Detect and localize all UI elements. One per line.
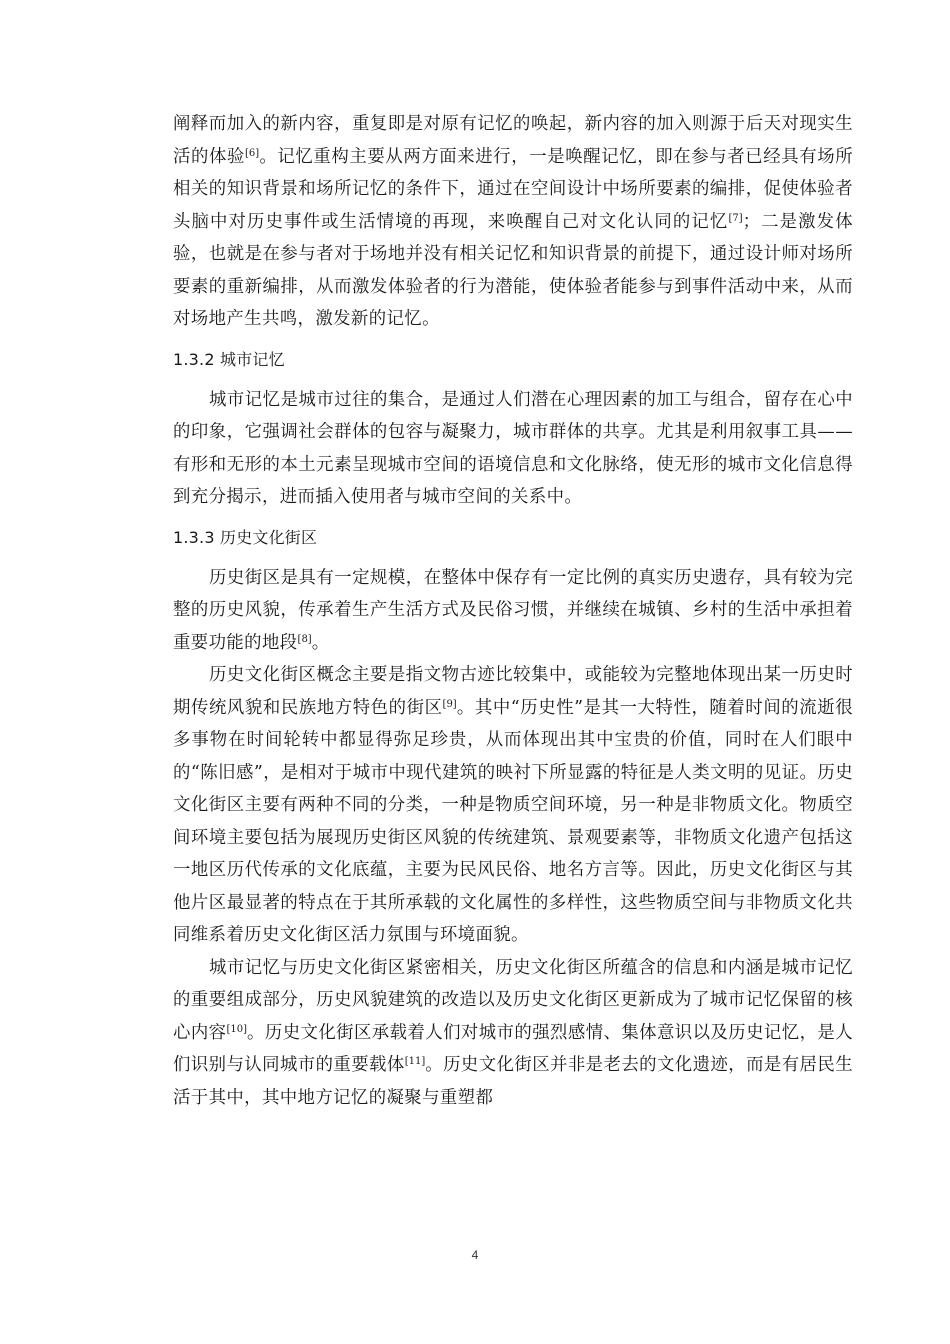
paragraph-city-memory <box>173 384 853 514</box>
paragraph-text: 。历史文化街区承载着人们对城市的强烈感情、集体意识以及历史记忆，是人们识别与认同城市的重要载体 <box>173 1022 854 1075</box>
paragraph-text: 。历史文化街区并非是老去的文化遗迹，而是有居民生活于其中，其中地方记忆的凝聚与重塑都 <box>173 1055 853 1108</box>
section-heading-city-memory: 1.3.2 城市记忆 <box>173 349 285 369</box>
citation-9: [9] <box>442 698 457 710</box>
paragraph-memory-and-district <box>173 952 853 1115</box>
citation-7: [7] <box>728 212 743 224</box>
citation-6: [6] <box>244 147 260 159</box>
paragraph-text: 历史街区是具有一定规模，在整体中保存有一定比例的真实历史遗存，具有较为完整的历史风貌，传承着生产生活方式及民俗习惯，并继续在城镇、乡村的生活中承担着重要功能的地段 <box>173 567 853 653</box>
paragraph-text: 。记忆重构主要从两方面来进行，一是唤醒记忆，即在参与者已经具有场所相关的知识背景和场所记忆的条件下，通过在空间设计中场所要素的编排，促使体验者头脑中对历史事件或生活情境的再现，来唤醒自己对文化认同的记忆 <box>173 146 853 232</box>
paragraph-historic-district-concept <box>173 659 853 952</box>
paragraph-text: 阐释而加入的新内容，重复即是对原有记忆的唤起，新内容的加入则源于后天对现实生活的体验 <box>173 114 853 167</box>
citation-10: [10] <box>226 1023 248 1035</box>
citation-8: [8] <box>297 633 312 645</box>
paragraph-text: 城市记忆是城市过往的集合，是通过人们潜在心理因素的加工与组合，留存在心中的印象，它强调社会群体的包容与凝聚力，城市群体的共享。尤其是利用叙事工具——有形和无形的本土元素呈现城市空间的语境信息和文化脉络，使无形的城市文化信息得到充分揭示，进而插入使用者与城市空间的关系中。 <box>173 389 853 507</box>
paragraph-historic-district-definition <box>173 562 853 660</box>
section-heading-historic-district: 1.3.3 历史文化街区 <box>173 527 318 547</box>
citation-11: [11] <box>404 1056 426 1067</box>
document-page <box>173 108 853 1114</box>
paragraph-memory-reconstruction <box>173 108 853 336</box>
paragraph-text: 。 <box>311 632 330 653</box>
page-number: 4 <box>471 1248 479 1262</box>
paragraph-text: 。其中“历史性”是其一大特性，随着时间的流逝很多事物在时间轮转中都显得弥足珍贵，从而体现出其中宝贵的价值，同时在人们眼中的“陈旧感”，是相对于城市中现代建筑的映衬下所显露的特征是人类文明的见证。历史文化街区主要有两种不同的分类，一种是物质空间环境，另一种是非物质文化。物质空间环境主要包括为展现历史街区风貌的传统建筑、景观要素等，非物质文化遗产包括这一地区历代传承的文化底蕴，主要为民风民俗、地名方言等。因此，历史文化街区与其他片区最显著的特点在于其所承载的文化属性的多样性，这些物质空间与非物质文化共同维系着历史文化街区活力氛围与环境面貌。 <box>173 697 854 945</box>
paragraph-text: 城市记忆与历史文化街区紧密相关，历史文化街区所蕴含的信息和内涵是城市记忆的重要组成部分，历史风貌建筑的改造以及历史文化街区更新成为了城市记忆保留的核心内容 <box>173 957 853 1043</box>
paragraph-text: 历史文化街区概念主要是指文物古迹比较集中，或能较为完整地体现出某一历史时期传统风貌和民族地方特色的街区 <box>173 665 853 718</box>
paragraph-text: ；二是激发体验，也就是在参与者对于场地并没有相关记忆和知识背景的前提下，通过设计师对场所要素的重新编排，从而激发体验者的行为潜能，使体验者能参与到事件活动中来，从而对场地产生共鸣，激发新的记忆。 <box>173 211 853 329</box>
